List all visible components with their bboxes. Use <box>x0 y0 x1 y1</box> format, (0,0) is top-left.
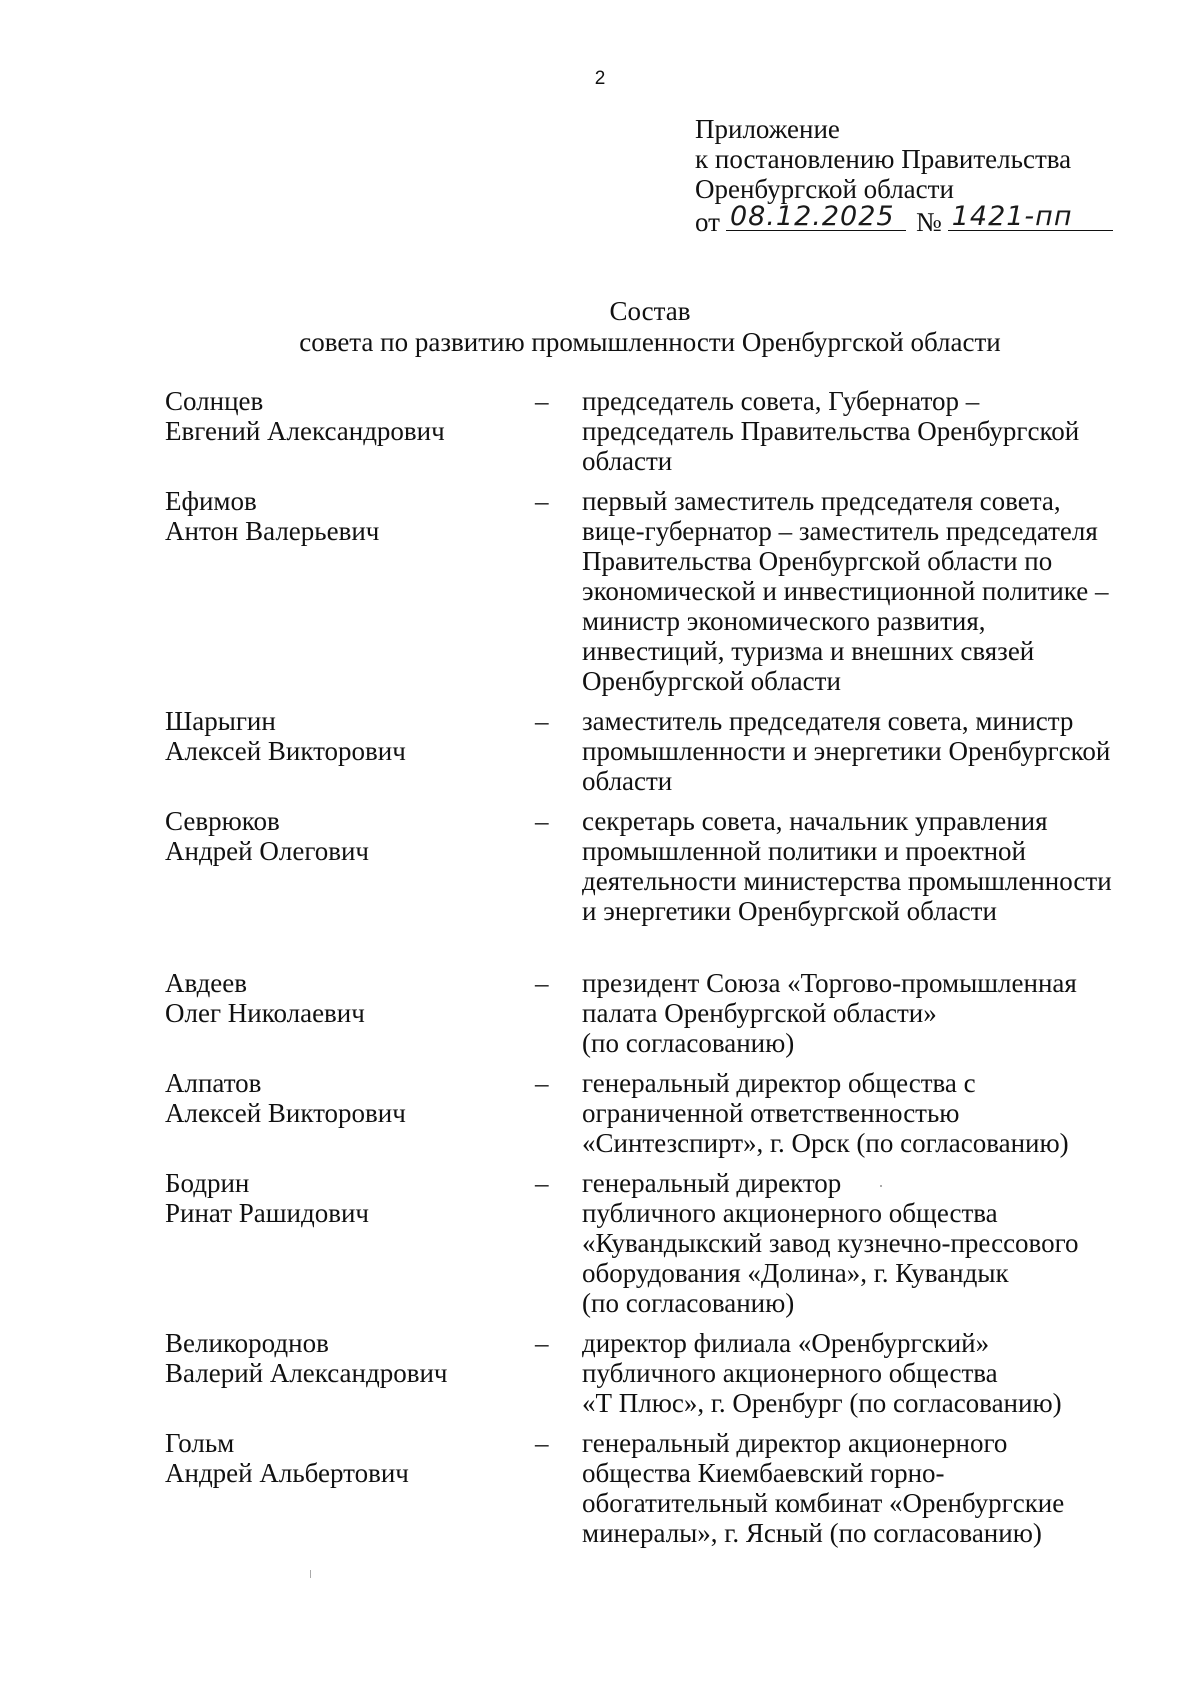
member-position-line: ограниченной ответственностью <box>582 1098 960 1128</box>
member-position-line: оборудования «Долина», г. Кувандык <box>582 1258 1009 1288</box>
document-title <box>0 296 1200 358</box>
title-line-2: совета по развитию промышленности Оренбургской области <box>299 327 1001 357</box>
member-given-name: Ринат Рашидович <box>165 1198 370 1228</box>
member-name <box>165 486 535 696</box>
member-name <box>165 386 535 476</box>
member-position-line: вице-губернатор – заместитель председателя <box>582 516 1098 546</box>
member-dash: – <box>535 1068 549 1098</box>
member-surname: Бодрин <box>165 1168 250 1198</box>
member-surname: Ефимов <box>165 486 257 516</box>
member-position-line: публичного акционерного общества <box>582 1198 998 1228</box>
member-position-line: генеральный директор общества с <box>582 1068 976 1098</box>
member-position <box>582 806 1145 926</box>
member-position <box>582 1068 1145 1158</box>
member-position <box>582 1328 1145 1418</box>
member-surname: Шарыгин <box>165 706 276 736</box>
member-name <box>165 1428 535 1548</box>
member-surname: Великороднов <box>165 1328 329 1358</box>
member-name <box>165 706 535 796</box>
number-blank <box>948 201 1113 232</box>
member-position-line: генеральный директор акционерного <box>582 1428 1008 1458</box>
member-dash: – <box>535 806 549 836</box>
member-position-line: директор филиала «Оренбургский» <box>582 1328 990 1358</box>
member-position-line: Правительства Оренбургской области по <box>582 546 1053 576</box>
appendix-region-line: Оренбургской области <box>695 174 954 204</box>
member-position-line: председатель совета, Губернатор – <box>582 386 980 416</box>
member-position-line: области <box>582 446 673 476</box>
title-line-1: Состав <box>609 296 691 326</box>
member-position-line: области <box>582 766 673 796</box>
member-dash: – <box>535 1428 549 1458</box>
member-name <box>165 1068 535 1158</box>
date-blank <box>726 201 906 232</box>
member-position-line: общества Киембаевский горно- <box>582 1458 945 1488</box>
member-position-line: генеральный директор <box>582 1168 842 1198</box>
member-position-line: деятельности министерства промышленности <box>582 866 1112 896</box>
member-entry <box>165 806 1145 926</box>
member-entry <box>165 1328 1145 1418</box>
member-entry <box>165 1168 1145 1318</box>
member-entry <box>165 386 1145 476</box>
member-position-line: председатель Правительства Оренбургской <box>582 416 1080 446</box>
member-position-line: министр экономического развития, <box>582 606 986 636</box>
member-position <box>582 486 1145 696</box>
member-name <box>165 1168 535 1318</box>
member-dash: – <box>535 968 549 998</box>
member-given-name: Антон Валерьевич <box>165 516 380 546</box>
member-entry <box>165 706 1145 796</box>
member-dash: – <box>535 486 549 516</box>
member-position-line: экономической и инвестиционной политике – <box>582 576 1109 606</box>
member-position-line: президент Союза «Торгово-промышленная <box>582 968 1077 998</box>
number-label: № <box>915 207 942 237</box>
member-position-line: (по согласованию) <box>582 1028 795 1058</box>
member-given-name: Алексей Викторович <box>165 736 406 766</box>
member-position-line: палата Оренбургской области» <box>582 998 937 1028</box>
member-position <box>582 1168 1145 1318</box>
member-surname: Солнцев <box>165 386 264 416</box>
member-position-line: «Синтезспирт», г. Орск (по согласованию) <box>582 1128 1069 1158</box>
member-dash: – <box>535 1168 549 1198</box>
member-position <box>582 968 1145 1058</box>
member-position-line: минералы», г. Ясный (по согласованию) <box>582 1518 1042 1548</box>
member-given-name: Андрей Олегович <box>165 836 370 866</box>
appendix-header <box>695 114 1113 237</box>
member-name <box>165 968 535 1058</box>
member-position-line: «Кувандыкский завод кузнечно-прессового <box>582 1228 1079 1258</box>
appendix-title: Приложение <box>695 114 840 144</box>
member-position <box>582 386 1145 476</box>
member-position-line: и энергетики Оренбургской области <box>582 896 997 926</box>
scan-speck <box>880 1185 882 1187</box>
page-number: 2 <box>594 68 606 89</box>
member-position-line: заместитель председателя совета, министр <box>582 706 1074 736</box>
member-surname: Авдеев <box>165 968 248 998</box>
member-surname: Севрюков <box>165 806 280 836</box>
member-given-name: Олег Николаевич <box>165 998 365 1028</box>
member-position <box>582 1428 1145 1548</box>
member-entry <box>165 486 1145 696</box>
member-surname: Гольм <box>165 1428 235 1458</box>
member-position-line: Оренбургской области <box>582 666 841 696</box>
member-surname: Алпатов <box>165 1068 262 1098</box>
member-given-name: Андрей Альбертович <box>165 1458 409 1488</box>
member-position-line: «Т Плюс», г. Оренбург (по согласованию) <box>582 1388 1062 1418</box>
member-given-name: Евгений Александрович <box>165 416 445 446</box>
member-dash: – <box>535 706 549 736</box>
member-given-name: Валерий Александрович <box>165 1358 448 1388</box>
member-position-line: промышленности и энергетики Оренбургской <box>582 736 1111 766</box>
member-position-line: инвестиций, туризма и внешних связей <box>582 636 1035 666</box>
scan-speck <box>310 1570 311 1578</box>
handwritten-date: 08.12.2025 <box>729 201 895 232</box>
member-position-line: обогатительный комбинат «Оренбургские <box>582 1488 1065 1518</box>
member-position-line: первый заместитель председателя совета, <box>582 486 1061 516</box>
member-position-line: (по согласованию) <box>582 1288 795 1318</box>
member-position-line: секретарь совета, начальник управления <box>582 806 1048 836</box>
member-dash: – <box>535 1328 549 1358</box>
appendix-date-number-line <box>695 201 1113 237</box>
member-roster <box>165 386 1145 1558</box>
member-entry <box>165 1068 1145 1158</box>
member-entry <box>165 968 1145 1058</box>
member-name <box>165 1328 535 1418</box>
member-dash: – <box>535 386 549 416</box>
member-given-name: Алексей Викторович <box>165 1098 406 1128</box>
date-label: от <box>695 207 720 237</box>
handwritten-number: 1421-пп <box>951 201 1073 232</box>
member-position-line: промышленной политики и проектной <box>582 836 1027 866</box>
member-position <box>582 706 1145 796</box>
member-entry <box>165 1428 1145 1548</box>
appendix-decree-line: к постановлению Правительства <box>695 144 1072 174</box>
member-name <box>165 806 535 926</box>
member-position-line: публичного акционерного общества <box>582 1358 998 1388</box>
